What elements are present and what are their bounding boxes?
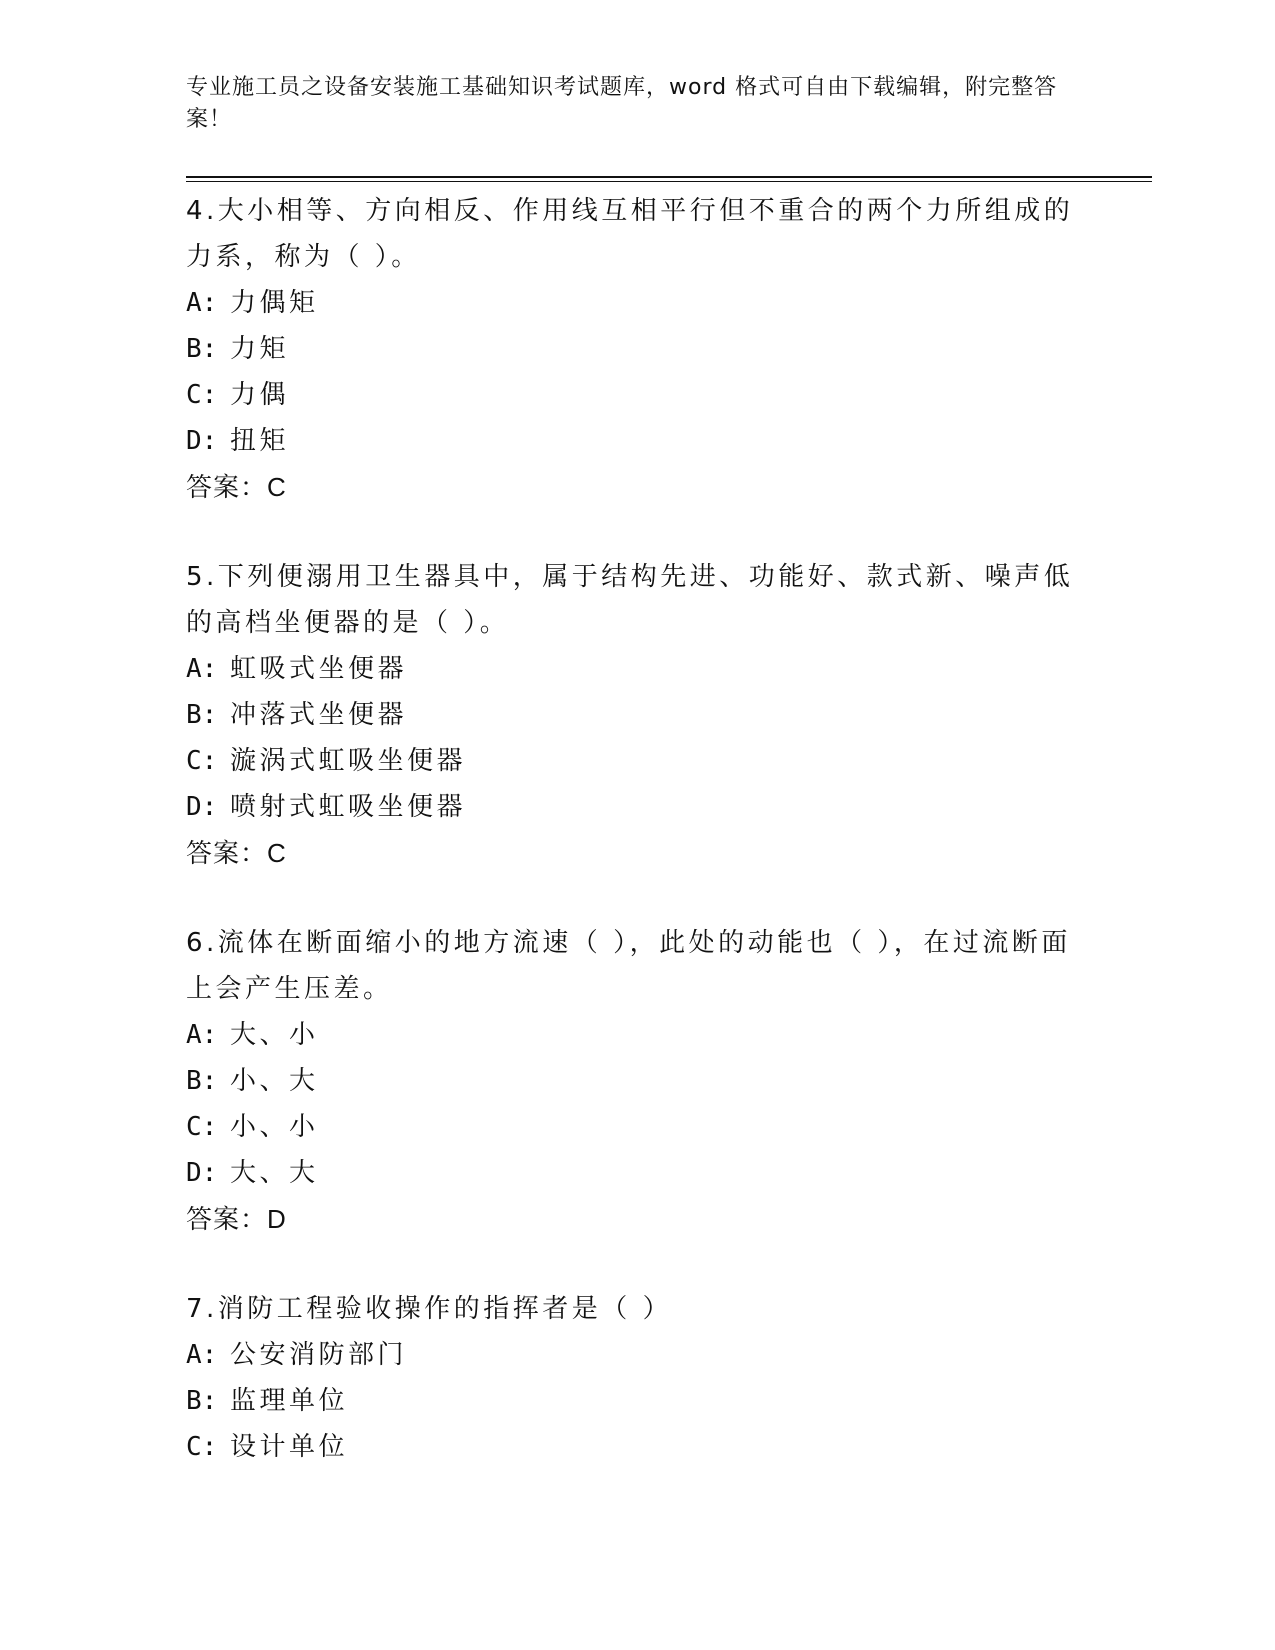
question-7 — [186, 1286, 1076, 1470]
option-text: 监理单位 — [230, 1386, 349, 1416]
option-text: 大、小 — [230, 1020, 319, 1050]
option-text: 大、大 — [230, 1158, 319, 1188]
option-text: 小、小 — [230, 1112, 319, 1142]
header-divider-thick — [186, 176, 1152, 178]
option-a — [186, 1012, 1076, 1058]
option-text: 冲落式坐便器 — [230, 700, 408, 730]
option-letter: B: — [186, 1066, 218, 1096]
option-text: 扭矩 — [230, 426, 290, 456]
option-letter: A: — [186, 1020, 218, 1050]
option-d — [186, 1150, 1076, 1196]
option-letter: D: — [186, 426, 218, 456]
option-text: 小、大 — [230, 1066, 319, 1096]
question-stem: 7.消防工程验收操作的指挥者是（ ） — [186, 1294, 673, 1324]
question-stem: 4.大小相等、方向相反、作用线互相平行但不重合的两个力所组成的力系，称为（ ）。 — [186, 196, 1074, 272]
option-letter: B: — [186, 700, 218, 730]
option-c — [186, 372, 1076, 418]
option-letter: C: — [186, 1112, 218, 1142]
option-letter: A: — [186, 1340, 218, 1370]
option-text: 力偶矩 — [230, 288, 319, 318]
question-4 — [186, 188, 1076, 510]
option-text: 力偶 — [230, 380, 290, 410]
question-6 — [186, 920, 1076, 1242]
option-c — [186, 1424, 1076, 1470]
option-letter: C: — [186, 1432, 218, 1462]
option-text: 喷射式虹吸坐便器 — [230, 792, 467, 822]
option-letter: A: — [186, 654, 218, 684]
option-letter: B: — [186, 1386, 218, 1416]
option-text: 虹吸式坐便器 — [230, 654, 408, 684]
question-list — [186, 188, 1076, 1514]
question-stem: 6.流体在断面缩小的地方流速（ ），此处的动能也（ ），在过流断面上会产生压差。 — [186, 928, 1071, 1004]
question-5 — [186, 554, 1076, 876]
option-letter: B: — [186, 334, 218, 364]
option-letter: C: — [186, 380, 218, 410]
option-d — [186, 418, 1076, 464]
option-text: 公安消防部门 — [230, 1340, 408, 1370]
option-d — [186, 784, 1076, 830]
option-letter: C: — [186, 746, 218, 776]
answer-line: 答案：C — [186, 838, 287, 868]
option-text: 漩涡式虹吸坐便器 — [230, 746, 467, 776]
option-b — [186, 692, 1076, 738]
option-letter: A: — [186, 288, 218, 318]
option-a — [186, 1332, 1076, 1378]
answer-line: 答案：C — [186, 472, 287, 502]
answer-line: 答案：D — [186, 1204, 287, 1234]
option-b — [186, 1378, 1076, 1424]
option-b — [186, 1058, 1076, 1104]
option-letter: D: — [186, 792, 218, 822]
option-a — [186, 280, 1076, 326]
option-text: 设计单位 — [230, 1432, 349, 1462]
question-stem: 5.下列便溺用卫生器具中，属于结构先进、功能好、款式新、噪声低的高档坐便器的是（ ）。 — [186, 562, 1074, 638]
option-a — [186, 646, 1076, 692]
option-letter: D: — [186, 1158, 218, 1188]
option-text: 力矩 — [230, 334, 290, 364]
option-c — [186, 1104, 1076, 1150]
option-b — [186, 326, 1076, 372]
document-header: 专业施工员之设备安装施工基础知识考试题库，word 格式可自由下载编辑，附完整答案！ — [186, 75, 1058, 132]
header-divider-thin — [186, 181, 1152, 182]
option-c — [186, 738, 1076, 784]
